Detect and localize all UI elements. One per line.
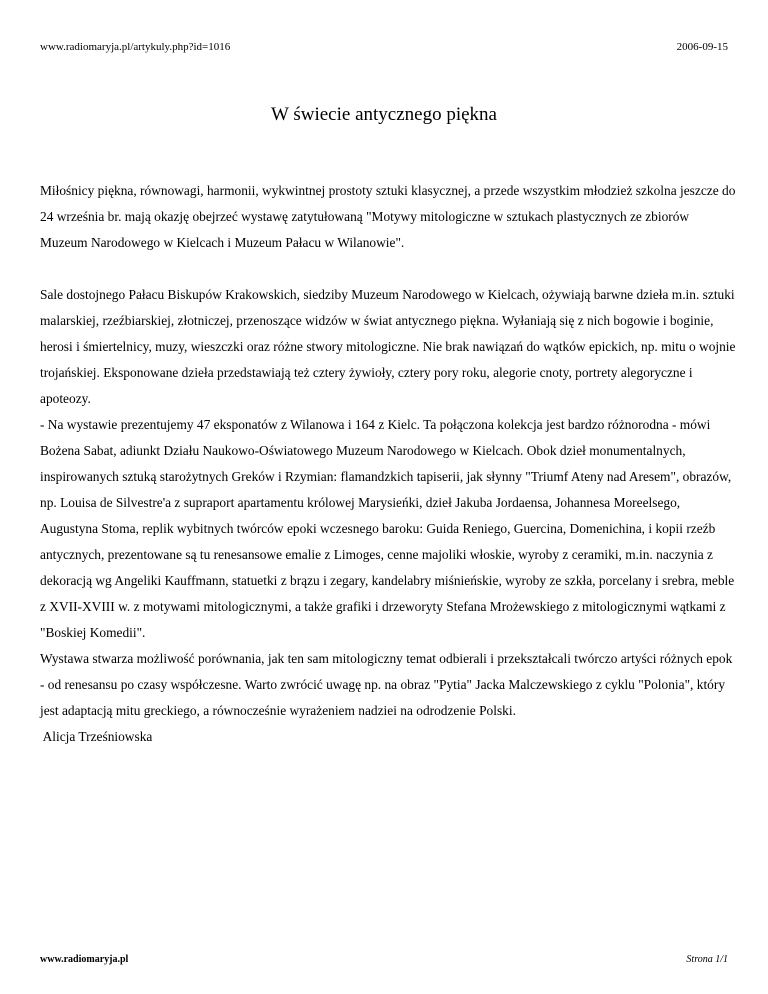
article-paragraph-description: Sale dostojnego Pałacu Biskupów Krakowskich, siedziby Muzeum Narodowego w Kielcach, ożywiają barwne dzieła m.in. sztuki malarskiej, rzeźbiarskiej, złotniczej, przenoszące widzów w świat antycznego piękna. Wyłaniają się z nich bogowie i boginie, herosi i śmiertelnicy, muzy, wieszczki oraz różne stwory mitologiczne. Nie brak nawiązań do wątków epickich, np. mitu o wojnie trojańskiej. Eksponowane dzieła przedstawiają też cztery żywioły, cztery pory roku, alegorie cnoty, portrety alegoryczne i apoteozy. (40, 287, 736, 406)
page-footer (40, 953, 728, 967)
article-paragraph-quote: - Na wystawie prezentujemy 47 eksponatów z Wilanowa i 164 z Kielc. Ta połączona kolekcja jest bardzo różnorodna - mówi Bożena Sabat, adiunkt Działu Naukowo-Oświatowego Muzeum Narodowego w Kielcach. Obok dzieł monumentalnych, inspirowanych sztuką starożytnych Greków i Rzymian: flamandzkich tapiserii, jak słynny "Triumf Ateny nad Aresem", obrazów, np. Louisa de Silvestre'a z supraport apartamentu królowej Marysieńki, dzieł Jakuba Jordaensa, Johannesa Moreelsego, Augustyna Stoma, replik wybitnych twórców epoki wczesnego baroku: Guida Reniego, Guercina, Domenichina, i kopii rzeźb antycznych, prezentowane są tu renesansowe emalie z Limoges, cenne majoliki włoskie, wyroby z ceramiki, m.in. naczynia z dekoracją wg Angeliki Kauffmann, statuetki z brązu i zegary, kandelabry miśnieńskie, wyroby ze szkła, porcelany i srebra, meble z XVII-XVIII w. z motywami mitologicznymi, a także grafiki i drzeworyty Stefana Mrożewskiego z mitologicznymi wątkami z "Boskiej Komedii". (40, 417, 735, 640)
article-body (40, 178, 738, 750)
header-url: www.radiomaryja.pl/artykuly.php?id=1016 (40, 41, 231, 53)
article-paragraph-conclusion: Wystawa stwarza możliwość porównania, jak ten sam mitologiczny temat odbierali i przekształcali twórczo artyści różnych epok - od renesansu po czasy współczesne. Warto zwrócić uwagę np. na obraz "Pytia" Jacka Malczewskiego z cyklu "Polonia", który jest adaptacją mitu greckiego, a równocześnie wyrażeniem nadziei na odrodzenie Polski. (40, 651, 733, 718)
page-header (40, 40, 728, 54)
footer-page-number: Strona 1/1 (686, 954, 728, 965)
article-title: W świecie antycznego piękna (271, 104, 497, 125)
header-date: 2006-09-15 (676, 41, 728, 53)
article-author: Alicja Trześniowska (40, 729, 153, 744)
article-paragraph-intro: Miłośnicy piękna, równowagi, harmonii, wykwintnej prostoty sztuki klasycznej, a przede wszystkim młodzież szkolna jeszcze do 24 września br. mają okazję obejrzeć wystawę zatytułowaną "Motywy mitologiczne w sztukach plastycznych ze zbiorów Muzeum Narodowego w Kielcach i Muzeum Pałacu w Wilanowie". (40, 183, 736, 250)
footer-site: www.radiomaryja.pl (40, 954, 129, 965)
